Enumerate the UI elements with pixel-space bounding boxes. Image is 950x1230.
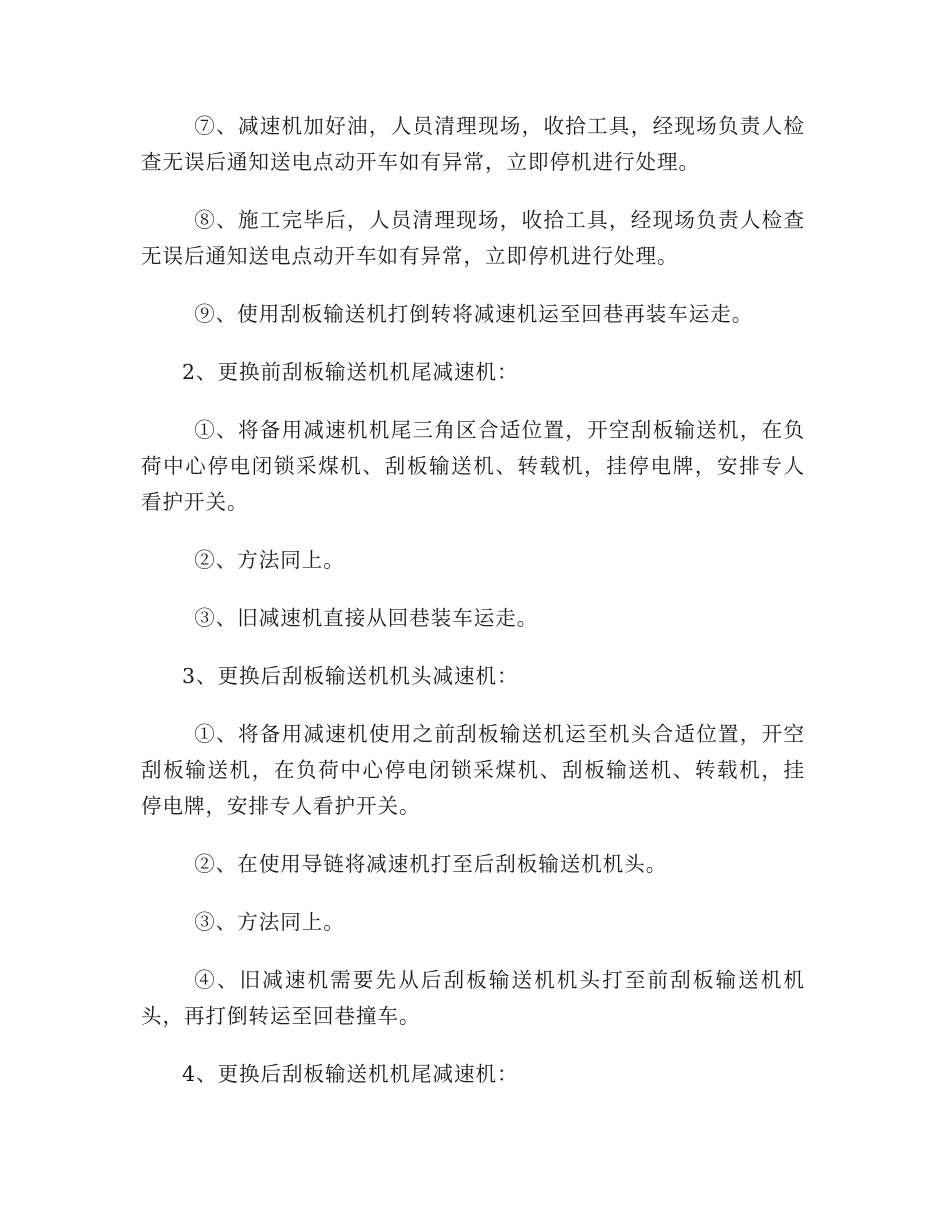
paragraph-step-7: ⑦、减速机加好油，人员清理现场，收拾工具，经现场负责人检查无误后通知送电点动开车如有异常，立即停机进行处理。 (141, 114, 805, 174)
section-heading-2: 2、更换前刮板输送机机尾减速机： (182, 360, 519, 384)
section-heading-4: 4、更换后刮板输送机机尾减速机： (182, 1062, 519, 1086)
section-heading-3: 3、更换后刮板输送机机头减速机： (182, 664, 519, 688)
paragraph-section3-step-3: ③、方法同上。 (194, 910, 345, 934)
paragraph-section2-step-1: ①、将备用减速机机尾三角区合适位置，开空刮板输送机，在负荷中心停电闭锁采煤机、刮板输送机、转载机，挂停电牌，安排专人看护开关。 (141, 418, 805, 514)
paragraph-section2-step-3: ③、旧减速机直接从回巷装车运走。 (194, 606, 539, 630)
document-body (141, 108, 805, 1114)
paragraph-step-8: ⑧、施工完毕后，人员清理现场，收拾工具，经现场负责人检查无误后通知送电点动开车如有异常，立即停机进行处理。 (141, 208, 805, 268)
paragraph-section3-step-1: ①、将备用减速机使用之前刮板输送机运至机头合适位置，开空刮板输送机，在负荷中心停电闭锁采煤机、刮板输送机、转载机，挂停电牌，安排专人看护开关。 (141, 722, 805, 818)
paragraph-section2-step-2: ②、方法同上。 (194, 548, 345, 572)
paragraph-section3-step-2: ②、在使用导链将减速机打至后刮板输送机机头。 (194, 852, 668, 876)
paragraph-step-9: ⑨、使用刮板输送机打倒转将减速机运至回巷再装车运走。 (194, 302, 754, 326)
paragraph-section3-step-4: ④、旧减速机需要先从后刮板输送机机头打至前刮板输送机机头，再打倒转运至回巷撞车。 (141, 968, 805, 1028)
